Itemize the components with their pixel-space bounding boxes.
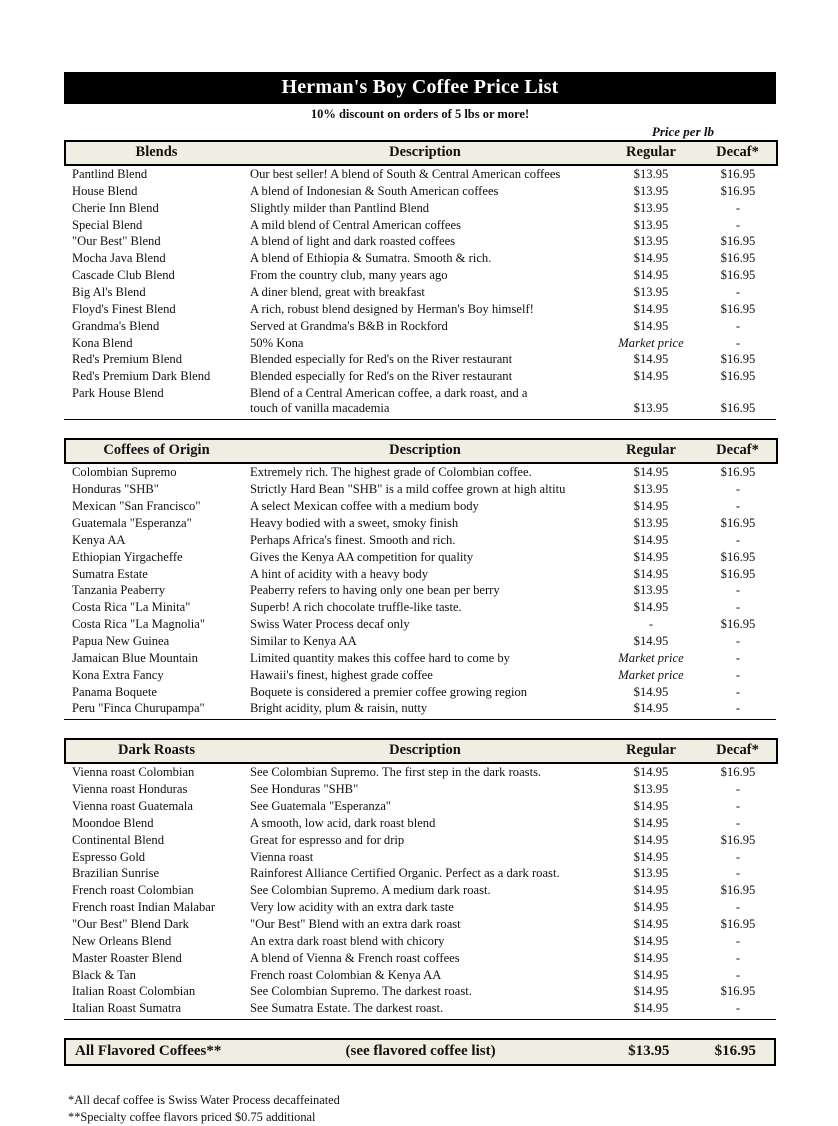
table-row [65,667,777,684]
table-row [65,798,777,815]
table-row [65,233,777,250]
coffee-description: Hawaii's finest, highest grade coffee [250,667,433,682]
coffee-description-line2: touch of vanilla macademia [250,401,390,416]
coffee-description: Boquete is considered a premier coffee growing region [250,684,528,699]
table-row [65,832,777,849]
table-row [65,582,777,599]
regular-price: $14.95 [633,465,669,480]
table-row [65,566,777,583]
regular-price: $14.95 [633,1001,669,1016]
coffee-description: Served at Grandma's B&B in Rockford [250,318,448,333]
regular-price: $14.95 [633,917,669,932]
coffee-name: Moondoe Blend [72,815,154,830]
coffee-name: Red's Premium Blend [72,352,183,367]
coffee-name: Papua New Guinea [72,633,170,648]
regular-price: $14.95 [633,799,669,813]
regular-price: Market price [618,650,684,665]
regular-price [603,385,699,417]
table-row [65,335,777,352]
decaf-price: $16.95 [720,566,756,581]
coffee-name: Continental Blend [72,832,164,847]
table-row [65,763,777,781]
regular-price: $14.95 [633,352,669,367]
regular-price: $14.95 [633,765,669,780]
regular-price: $14.95 [633,849,669,864]
coffee-description: An extra dark roast blend with chicory [250,933,445,948]
decaf-price: - [735,849,741,864]
column-header-description: Description [247,439,603,463]
regular-price: $14.95 [633,251,669,266]
coffee-name: Pantlind Blend [72,167,148,181]
table-row [65,183,777,200]
table-row [65,865,777,882]
flavored-name: All Flavored Coffees** [75,1043,222,1060]
table-row [65,250,777,267]
column-header-decaf: Decaf* [699,141,777,165]
regular-price: - [648,617,654,632]
coffee-description: Heavy bodied with a sweet, smoky finish [250,515,459,530]
decaf-price: - [735,583,741,598]
column-header-category: Blends [65,141,247,165]
regular-price: $14.95 [633,566,669,581]
regular-price: $14.95 [633,268,669,283]
coffee-description: Limited quantity makes this coffee hard to come by [250,650,510,665]
coffee-description: Superb! A rich chocolate truffle-like taste. [250,600,462,615]
decaf-price: - [735,933,741,948]
decaf-price: - [735,499,741,514]
all-flavored-coffees-row [64,1038,776,1066]
table-row [65,385,777,417]
decaf-price: $16.95 [720,465,756,480]
decaf-price: - [735,1001,741,1016]
table-row [65,616,777,633]
decaf-price: - [735,799,741,813]
coffee-description: A blend of Vienna & French roast coffees [250,950,460,965]
regular-price: $14.95 [633,984,669,999]
footnote-decaf: *All decaf coffee is Swiss Water Process decaffeinated [68,1093,340,1108]
table-row [65,899,777,916]
coffee-name: Vienna roast Colombian [72,765,195,780]
decaf-price: - [735,701,741,716]
column-header-regular: Regular [603,141,699,165]
coffee-description: A rich, robust blend designed by Herman's Boy himself! [250,301,534,316]
coffee-name: Italian Roast Sumatra [72,1001,182,1016]
regular-price: $13.95 [633,782,669,797]
coffee-name: French roast Indian Malabar [72,900,216,915]
decaf-price: - [735,684,741,699]
table-row [65,916,777,933]
column-header-regular: Regular [603,439,699,463]
decaf-price: $16.95 [720,234,756,249]
coffee-name: Park House Blend [72,386,164,401]
coffee-name: Vienna roast Guatemala [72,799,193,813]
table-row [65,217,777,234]
price-section [64,738,776,1020]
regular-price: Market price [618,335,684,350]
regular-price: $13.95 [633,482,669,497]
price-section [64,140,776,420]
table-row [65,549,777,566]
coffee-description: Gives the Kenya AA competition for quality [250,549,474,564]
coffee-description: Our best seller! A blend of South & Central American coffees [250,167,561,181]
coffee-description: Bright acidity, plum & raisin, nutty [250,701,428,716]
table-row [65,650,777,667]
column-header-regular: Regular [603,739,699,763]
decaf-price: $16.95 [720,301,756,316]
coffee-description: Rainforest Alliance Certified Organic. Perfect as a dark roast. [250,866,560,881]
decaf-price: - [735,667,741,682]
table-row [65,165,777,183]
coffee-description [247,385,603,417]
price-per-lb-caption: Price per lb [651,124,714,139]
coffee-description: A blend of Ethiopia & Sumatra. Smooth & rich. [250,251,492,266]
coffee-description: Vienna roast [250,849,314,864]
regular-price: $14.95 [633,967,669,982]
table-row [65,301,777,318]
decaf-price: $16.95 [720,515,756,530]
coffee-description-line1: Blend of a Central American coffee, a dark roast, and a [250,386,528,401]
regular-price-value: $13.95 [633,401,669,416]
regular-price: $14.95 [633,933,669,948]
regular-price: Market price [618,667,684,682]
price-table [64,738,778,1017]
coffee-description: Peaberry refers to having only one bean per berry [250,583,500,598]
coffee-name: Kenya AA [72,532,126,547]
price-caption-row [64,122,776,140]
coffee-description: Great for espresso and for drip [250,832,405,847]
table-row [65,633,777,650]
coffee-description: See Sumatra Estate. The darkest roast. [250,1001,444,1016]
decaf-price: - [735,782,741,797]
regular-price: $14.95 [633,549,669,564]
coffee-description: Blended especially for Red's on the River restaurant [250,369,513,384]
decaf-price: - [735,633,741,648]
coffee-name: Peru "Finca Churupampa" [72,701,205,716]
coffee-name: Colombian Supremo [72,465,177,480]
table-row [65,284,777,301]
table-row [65,200,777,217]
coffee-description: See Colombian Supremo. The first step in the dark roasts. [250,765,542,780]
coffee-name: House Blend [72,183,138,198]
decaf-price: $16.95 [720,352,756,367]
coffee-name: Tanzania Peaberry [72,583,166,598]
table-header-row [65,739,777,763]
regular-price: $14.95 [633,301,669,316]
regular-price: $14.95 [633,499,669,514]
coffee-name: Cherie Inn Blend [72,200,159,215]
regular-price: $13.95 [633,200,669,215]
coffee-name: Brazilian Sunrise [72,866,160,881]
coffee-description: Perhaps Africa's finest. Smooth and rich. [250,532,456,547]
table-row [65,967,777,984]
footnotes [64,1092,776,1126]
regular-price: $13.95 [633,866,669,881]
table-row [65,933,777,950]
decaf-price: - [735,815,741,830]
coffee-name: Kona Blend [72,335,133,350]
decaf-price-value: $16.95 [720,401,756,416]
regular-price: $14.95 [633,883,669,898]
table-row [65,351,777,368]
regular-price: $14.95 [633,532,669,547]
column-header-description: Description [247,739,603,763]
regular-price: $14.95 [633,684,669,699]
table-row [65,267,777,284]
decaf-price [699,385,777,417]
price-spacer [603,386,699,401]
coffee-name: "Our Best" Blend [72,234,161,249]
coffee-name: Italian Roast Colombian [72,984,196,999]
coffee-name: Honduras "SHB" [72,482,159,497]
price-spacer [699,386,777,401]
column-header-category: Coffees of Origin [65,439,247,463]
coffee-description: A smooth, low acid, dark roast blend [250,815,436,830]
regular-price: $13.95 [633,234,669,249]
regular-price: $13.95 [633,183,669,198]
price-section [64,438,776,720]
coffee-description: Swiss Water Process decaf only [250,617,410,632]
table-row [65,1000,777,1017]
coffee-description: Slightly milder than Pantlind Blend [250,200,430,215]
coffee-name: Costa Rica "La Minita" [72,600,191,615]
decaf-price: - [735,532,741,547]
decaf-price: - [735,950,741,965]
table-row [65,950,777,967]
table-row [65,684,777,701]
coffee-description: See Colombian Supremo. The darkest roast. [250,984,472,999]
decaf-price: - [735,335,741,350]
coffee-description: Very low acidity with an extra dark taste [250,900,454,915]
column-header-decaf: Decaf* [699,739,777,763]
column-header-category: Dark Roasts [65,739,247,763]
coffee-name: Sumatra Estate [72,566,148,581]
regular-price: $14.95 [633,633,669,648]
coffee-name: Ethiopian Yirgacheffe [72,549,183,564]
decaf-price: - [735,482,741,497]
coffee-name: Kona Extra Fancy [72,667,164,682]
price-table [64,140,778,417]
coffee-name: New Orleans Blend [72,933,172,948]
coffee-name: Costa Rica "La Magnolia" [72,617,206,632]
coffee-name: Mocha Java Blend [72,251,166,266]
table-row [65,815,777,832]
coffee-description: Similar to Kenya AA [250,633,357,648]
table-row [65,318,777,335]
coffee-name: Black & Tan [72,967,136,982]
decaf-price: $16.95 [720,765,756,780]
table-row [65,599,777,616]
table-row [65,481,777,498]
regular-price: $14.95 [633,832,669,847]
table-row [65,700,777,717]
coffee-name: Vienna roast Honduras [72,782,188,797]
decaf-price: $16.95 [720,883,756,898]
coffee-name: "Our Best" Blend Dark [72,917,189,932]
decaf-price: $16.95 [720,251,756,266]
flavored-decaf-price: $16.95 [714,1043,756,1060]
regular-price: $14.95 [633,950,669,965]
table-row [65,849,777,866]
price-list-document [64,0,776,1126]
decaf-price: $16.95 [720,549,756,564]
coffee-name: Panama Boquete [72,684,157,699]
coffee-name: Big Al's Blend [72,285,146,300]
coffee-description: A hint of acidity with a heavy body [250,566,429,581]
regular-price: $13.95 [633,583,669,598]
coffee-description: A blend of Indonesian & South American coffees [250,183,499,198]
coffee-description: A mild blend of Central American coffees [250,217,461,232]
regular-price: $14.95 [633,369,669,384]
coffee-description: See Guatemala "Esperanza" [250,799,392,813]
decaf-price: - [735,600,741,615]
coffee-name: Guatemala "Esperanza" [72,515,192,530]
coffee-name: Jamaican Blue Mountain [72,650,198,665]
table-row [65,781,777,798]
coffee-name: Special Blend [72,217,143,232]
coffee-description: From the country club, many years ago [250,268,448,283]
page-title: Herman's Boy Coffee Price List [64,72,776,104]
coffee-description: A diner blend, great with breakfast [250,285,425,300]
price-table [64,438,778,717]
table-header-row [65,141,777,165]
coffee-description: See Colombian Supremo. A medium dark roast. [250,883,491,898]
discount-subtitle: 10% discount on orders of 5 lbs or more! [310,107,530,121]
table-row [65,532,777,549]
flavored-description: (see flavored coffee list) [345,1043,496,1060]
decaf-price: - [735,200,741,215]
coffee-description: Strictly Hard Bean "SHB" is a mild coffee grown at high altitu [250,482,566,497]
decaf-price: $16.95 [720,832,756,847]
decaf-price: $16.95 [720,183,756,198]
decaf-price: - [735,650,741,665]
coffee-description: Extremely rich. The highest grade of Colombian coffee. [250,465,532,480]
table-row [65,515,777,532]
section-bottom-rule [64,719,776,720]
table-row [65,498,777,515]
table-row [65,368,777,385]
regular-price: $14.95 [633,600,669,615]
decaf-price: $16.95 [720,617,756,632]
regular-price: $14.95 [633,701,669,716]
decaf-price: $16.95 [720,167,756,181]
price-sections [64,140,776,1020]
regular-price: $14.95 [633,815,669,830]
decaf-price: $16.95 [720,268,756,283]
footnote-flavors: **Specialty coffee flavors priced $0.75 additional [68,1110,316,1125]
decaf-price: - [735,217,741,232]
decaf-price: $16.95 [720,917,756,932]
table-row [65,882,777,899]
regular-price: $14.95 [633,900,669,915]
coffee-name: Master Roaster Blend [72,950,182,965]
coffee-name: Red's Premium Dark Blend [72,369,211,384]
coffee-name: Grandma's Blend [72,318,160,333]
coffee-name: Mexican "San Francisco" [72,499,201,514]
coffee-description: "Our Best" Blend with an extra dark roast [250,917,461,932]
coffee-name: Floyd's Finest Blend [72,301,176,316]
coffee-name: Espresso Gold [72,849,146,864]
regular-price: $13.95 [633,167,669,181]
regular-price: $14.95 [633,318,669,333]
section-bottom-rule [64,1019,776,1020]
regular-price: $13.95 [633,515,669,530]
table-row [65,463,777,481]
decaf-price: - [735,967,741,982]
coffee-name: Cascade Club Blend [72,268,175,283]
coffee-name: French roast Colombian [72,883,194,898]
decaf-price: - [735,285,741,300]
coffee-description: 50% Kona [250,335,304,350]
column-header-decaf: Decaf* [699,439,777,463]
decaf-price: - [735,900,741,915]
column-header-description: Description [247,141,603,165]
decaf-price: $16.95 [720,984,756,999]
coffee-description: See Honduras "SHB" [250,782,359,797]
section-bottom-rule [64,419,776,420]
regular-price: $13.95 [633,217,669,232]
decaf-price: - [735,318,741,333]
coffee-description: A blend of light and dark roasted coffees [250,234,456,249]
coffee-description: A select Mexican coffee with a medium body [250,499,479,514]
flavored-regular-price: $13.95 [628,1043,670,1060]
coffee-description: Blended especially for Red's on the River restaurant [250,352,513,367]
decaf-price: - [735,866,741,881]
decaf-price: $16.95 [720,369,756,384]
table-row [65,983,777,1000]
coffee-description: French roast Colombian & Kenya AA [250,967,442,982]
regular-price: $13.95 [633,285,669,300]
table-header-row [65,439,777,463]
